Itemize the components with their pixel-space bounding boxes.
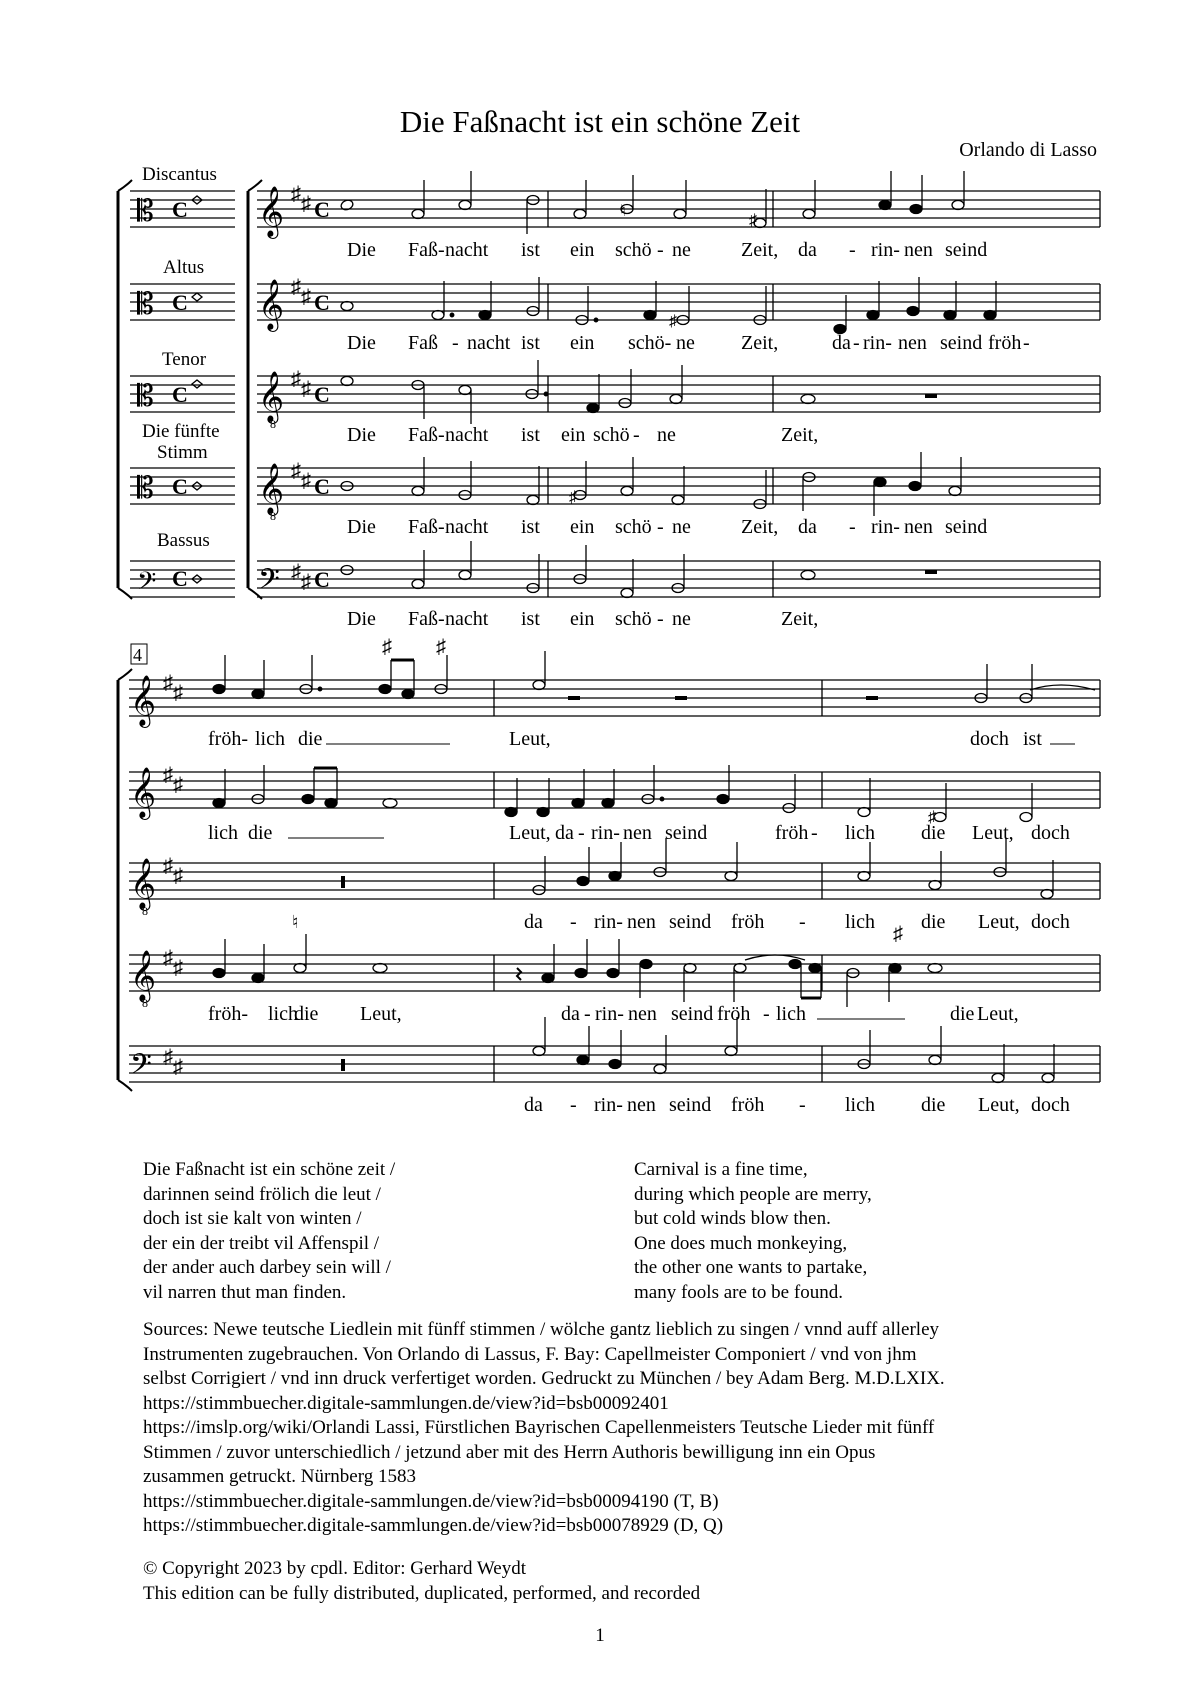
svg-text:-: - [763,1003,770,1025]
composer-name: Orlando di Lasso [959,139,1097,161]
poem-line: vil narren thut man finden. [143,1281,347,1303]
svg-text:C: C [314,290,330,315]
poem-line: One does much monkeying, [634,1232,848,1254]
page-number: 1 [595,1625,605,1646]
svg-text:nen: nen [627,911,656,933]
discantus-notes-system-2 [213,651,1095,703]
svg-text:C: C [314,382,330,407]
svg-text:8: 8 [142,996,148,1010]
svg-text:seind: seind [665,822,708,844]
svg-text:Faß-: Faß- [408,608,445,630]
svg-text:♯: ♯ [382,636,392,658]
svg-text:ne: ne [657,424,676,446]
poem-line: doch ist sie kalt von winten / [143,1208,362,1229]
svg-text:nacht: nacht [445,239,489,261]
poem-line: during which people are merry, [634,1183,872,1205]
svg-text:ist: ist [521,516,540,538]
svg-text:♯: ♯ [301,470,311,492]
svg-text:-: - [811,822,818,844]
treble-clef-8-icon: 𝄞 [258,372,285,421]
svg-text:-: - [570,1094,577,1116]
svg-text:8: 8 [142,904,148,918]
svg-text:rin-: rin- [863,332,892,354]
bass-clef-icon: 𝄢 [130,1050,152,1087]
svg-text:lich: lich [208,822,238,844]
svg-text:-: - [633,424,640,446]
svg-text:♯: ♯ [291,183,301,205]
svg-text:ein: ein [570,516,595,538]
svg-text:-: - [657,608,664,630]
svg-text:♯: ♯ [173,1056,183,1078]
svg-text:lich: lich [255,728,285,750]
lyrics-quintus-2 [208,1003,1019,1025]
poem-line: Carnival is a fine time, [634,1159,808,1180]
svg-text:Zeit,: Zeit, [741,332,779,354]
treble-clef-8-icon: 𝄞 [258,464,285,513]
poem-line: Die Faßnacht ist ein schöne zeit / [143,1159,396,1180]
lyrics-quintus-1 [347,516,987,538]
svg-text:schö-: schö- [628,332,672,354]
source-link[interactable]: https://stimmbuecher.digitale-sammlungen.de/view?id=bsb00092401 [143,1392,669,1414]
svg-text:♯: ♯ [301,193,311,215]
svg-text:nen: nen [904,516,933,538]
poem-line: darinnen seind frölich die leut / [143,1183,381,1205]
poem-line: der ein der treibt vil Affenspil / [143,1232,380,1254]
svg-text:♯: ♯ [301,378,311,400]
svg-text:lich: lich [776,1003,806,1025]
svg-text:ne: ne [672,516,691,538]
quintus-notes-system-1 [341,452,961,516]
svg-text:Die: Die [347,332,376,354]
svg-text:da: da [561,1003,580,1025]
svg-text:Faß-: Faß- [408,516,445,538]
svg-text:♯: ♯ [928,809,936,826]
svg-text:Die: Die [347,608,376,630]
source-link[interactable]: https://imslp.org/wiki/Orlandi Lassi, Fürstlichen Bayrischen Capellenmeisters Teutsche Lieder mit fünff [143,1417,935,1438]
svg-text:♯: ♯ [173,774,183,796]
svg-text:-: - [849,239,856,261]
svg-text:♯: ♯ [436,636,446,658]
svg-text:Leut,: Leut, [977,1003,1019,1025]
svg-text:fröh-: fröh- [208,1003,248,1025]
svg-text:Zeit,: Zeit, [781,424,819,446]
svg-text:da: da [524,1094,543,1116]
treble-clef-icon: 𝄞 [130,768,157,817]
svg-text:die: die [248,822,273,844]
svg-text:♯: ♯ [301,571,311,593]
measure-number: 4 [133,645,142,665]
piece-title: Die Faßnacht ist ein schöne Zeit [399,104,801,139]
svg-text:♯: ♯ [291,460,301,482]
sources-line: zusammen getruckt. Nürnberg 1583 [143,1466,416,1487]
svg-text:Die: Die [347,516,376,538]
quintus-notes-system-2 [213,934,942,1007]
svg-text:seind: seind [669,911,712,933]
treble-clef-icon: 𝄞 [130,676,157,725]
svg-text:♯: ♯ [291,561,301,583]
svg-text:C: C [172,382,188,407]
voice-name-quintus-line2: Stimm [157,442,208,463]
svg-text:♯: ♯ [301,286,311,308]
svg-text:fröh: fröh [731,911,765,933]
sources-line: Instrumenten zugebrauchen. Von Orlando di Lassus, F. Bay: Capellmeister Componiert / vnd von jhm [143,1343,917,1365]
svg-text:Die: Die [347,239,376,261]
svg-text:Faß-: Faß- [408,239,445,261]
lyrics-altus-1 [347,332,1030,354]
svg-text:da: da [798,239,817,261]
svg-text:doch: doch [1031,1094,1070,1116]
svg-text:seind: seind [671,1003,714,1025]
svg-text:♯: ♯ [173,682,183,704]
svg-text:♯: ♯ [163,764,173,786]
discantus-notes-system-1 [340,171,964,234]
sources-line: Stimmen / zuvor unterschiedlich / jetzund aber mit des Herrn Authoris bewilligung inn ein Opus [143,1441,876,1463]
svg-text:rin-: rin- [871,516,900,538]
svg-text:nacht: nacht [445,516,489,538]
lyrics-tenor-1 [347,424,818,446]
lyrics-bassus-2 [524,1094,1070,1116]
svg-text:ist: ist [521,424,540,446]
svg-text:fröh: fröh [775,822,809,844]
svg-text:♯: ♯ [291,368,301,390]
svg-text:ist: ist [521,239,540,261]
svg-text:♯: ♯ [893,923,903,945]
poem-line: the other one wants to partake, [634,1257,868,1278]
svg-text:-: - [452,332,459,354]
svg-text:die: die [294,1003,319,1025]
svg-text:C: C [314,197,330,222]
svg-text:Leut,: Leut, [509,728,551,750]
svg-text:Zeit,: Zeit, [741,516,779,538]
svg-text:rin-: rin- [871,239,900,261]
svg-text:lich: lich [268,1003,298,1025]
svg-text:nen: nen [627,1094,656,1116]
svg-text:8: 8 [270,509,276,523]
svg-text:ne: ne [672,239,691,261]
sources-block [143,1318,1103,1539]
svg-text:♯: ♯ [291,276,301,298]
svg-text:nacht: nacht [445,424,489,446]
svg-text:♮: ♮ [620,203,626,220]
svg-text:C: C [314,474,330,499]
treble-clef-icon: 𝄞 [258,280,285,329]
svg-text:schö: schö [615,608,652,630]
svg-text:ein: ein [570,239,595,261]
svg-text:C: C [172,474,188,499]
svg-text:Zeit,: Zeit, [781,608,819,630]
svg-text:fröh-: fröh- [208,728,248,750]
voice-name-tenor: Tenor [162,349,207,370]
svg-text:Leut,: Leut, [972,822,1014,844]
svg-text:-: - [657,516,664,538]
svg-text:C: C [314,567,330,592]
lyrics-discantus-1 [347,239,987,261]
voice-name-bassus: Bassus [157,530,210,551]
lyrics-system-2 [208,728,1075,1116]
lyrics-bassus-1 [347,608,818,630]
svg-text:ist: ist [1023,728,1042,750]
svg-text:ist: ist [521,608,540,630]
svg-text:doch: doch [1031,822,1070,844]
svg-text:fröh: fröh [717,1003,751,1025]
svg-text:Faß: Faß [408,332,438,354]
svg-text:ein: ein [570,332,595,354]
f-clef-icon: 𝄢 [137,568,157,601]
voice-name-discantus: Discantus [142,164,217,185]
svg-text:ist: ist [521,332,540,354]
svg-text:♯: ♯ [163,855,173,877]
poem-german [143,1158,395,1305]
svg-text:lich: lich [845,1094,875,1116]
poem-line: der ander auch darbey sein will / [143,1257,391,1278]
svg-text:-: - [853,332,860,354]
svg-text:-: - [1023,332,1030,354]
svg-text:Faß-: Faß- [408,424,445,446]
svg-text:die: die [298,728,323,750]
poem-english [634,1158,872,1305]
svg-text:seind: seind [940,332,983,354]
svg-text:C: C [172,197,188,222]
svg-text:seind: seind [945,239,988,261]
svg-text:8: 8 [270,417,276,431]
svg-text:Leut,: Leut, [360,1003,402,1025]
svg-text:da: da [555,822,574,844]
svg-text:♯: ♯ [163,947,173,969]
svg-text:-: - [849,516,856,538]
lyrics-tenor-2 [524,911,1070,933]
system-2 [118,636,1100,1116]
treble-clef-icon: 𝄞 [258,187,285,236]
svg-text:doch: doch [1031,911,1070,933]
svg-text:rin-: rin- [595,1003,624,1025]
svg-text:nen: nen [898,332,927,354]
svg-text:-: - [799,1094,806,1116]
svg-text:Zeit,: Zeit, [741,239,779,261]
svg-text:die: die [921,1094,946,1116]
svg-text:Leut,: Leut, [509,822,551,844]
source-link[interactable]: https://stimmbuecher.digitale-sammlungen.de/view?id=bsb00094190 (T, B) [143,1490,719,1512]
svg-text:ne: ne [676,332,695,354]
svg-text:ein: ein [570,608,595,630]
svg-text:seind: seind [945,516,988,538]
poem-line: many fools are to be found. [634,1281,843,1303]
lyrics-altus-2 [208,822,1070,844]
altus-notes-system-2 [213,765,1032,822]
sources-line: Sources: Newe teutsche Liedlein mit fünff stimmen / wölche gantz lieblich zu singen / vnnd auff allerley [143,1319,940,1340]
voice-name-altus: Altus [163,257,205,278]
svg-text:♯: ♯ [163,672,173,694]
bassus-notes-system-1 [341,541,815,598]
svg-text:-: - [570,911,577,933]
svg-text:nen: nen [623,822,652,844]
c-clef-icon: 𝄡 [137,288,154,321]
svg-text:fröh: fröh [988,332,1022,354]
svg-text:♯: ♯ [173,957,183,979]
copyright-line: © Copyright 2023 by cpdl. Editor: Gerhard Weydt [143,1558,526,1579]
svg-text:Die: Die [347,424,376,446]
svg-text:-: - [799,911,806,933]
svg-text:die: die [921,822,946,844]
svg-text:rin-: rin- [594,911,623,933]
svg-text:ein: ein [561,424,586,446]
bass-clef-icon: 𝄢 [258,565,280,602]
svg-text:ne: ne [672,608,691,630]
copyright-block [143,1557,700,1606]
svg-text:nacht: nacht [445,608,489,630]
svg-text:lich: lich [845,822,875,844]
poem-line: but cold winds blow then. [634,1208,831,1229]
treble-clef-8-icon: 𝄞 [130,951,157,1000]
svg-text:rin-: rin- [591,822,620,844]
svg-text:da: da [798,516,817,538]
voice-name-quintus: Die fünfte [142,421,220,442]
svg-text:schö: schö [615,516,652,538]
svg-text:♯: ♯ [173,865,183,887]
svg-text:♮: ♮ [292,912,299,932]
svg-text:da: da [832,332,851,354]
svg-text:die: die [950,1003,975,1025]
svg-text:♯: ♯ [669,313,677,330]
svg-text:fröh: fröh [731,1094,765,1116]
svg-text:doch: doch [970,728,1009,750]
svg-text:nen: nen [904,239,933,261]
svg-text:♯: ♯ [569,489,577,506]
source-link[interactable]: https://stimmbuecher.digitale-sammlungen.de/view?id=bsb00078929 (D, Q) [143,1515,724,1536]
svg-text:Leut,: Leut, [978,911,1020,933]
svg-text:da: da [524,911,543,933]
svg-text:nen: nen [628,1003,657,1025]
svg-text:-: - [578,822,585,844]
treble-clef-8-icon: 𝄞 [130,859,157,908]
c-clef-icon: 𝄡 [137,195,154,228]
svg-text:nacht: nacht [467,332,511,354]
svg-text:rin-: rin- [594,1094,623,1116]
svg-text:lich: lich [845,911,875,933]
svg-text:C: C [172,290,188,315]
license-line: This edition can be fully distributed, duplicated, performed, and recorded [143,1582,701,1604]
tenor-notes-system-1 [341,360,815,424]
svg-text:die: die [921,911,946,933]
sources-line: selbst Corrigiert / vnd inn druck verfertiget worden. Gedruckt zu München / bey Adam Berg. M.D.LXIX. [143,1368,945,1389]
incipit-clefs [137,195,156,601]
svg-text:C: C [172,566,188,591]
svg-text:♯: ♯ [749,212,757,229]
svg-text:schö: schö [593,424,630,446]
svg-text:-: - [657,239,664,261]
svg-text:-: - [584,1003,591,1025]
c-clef-icon: 𝄡 [137,380,154,413]
svg-text:schö: schö [615,239,652,261]
svg-text:♯: ♯ [163,1046,173,1068]
system-1 [118,164,1100,630]
svg-text:seind: seind [669,1094,712,1116]
lyrics-discantus-2 [208,728,1042,750]
c-clef-icon: 𝄡 [137,472,154,505]
svg-text:Leut,: Leut, [978,1094,1020,1116]
